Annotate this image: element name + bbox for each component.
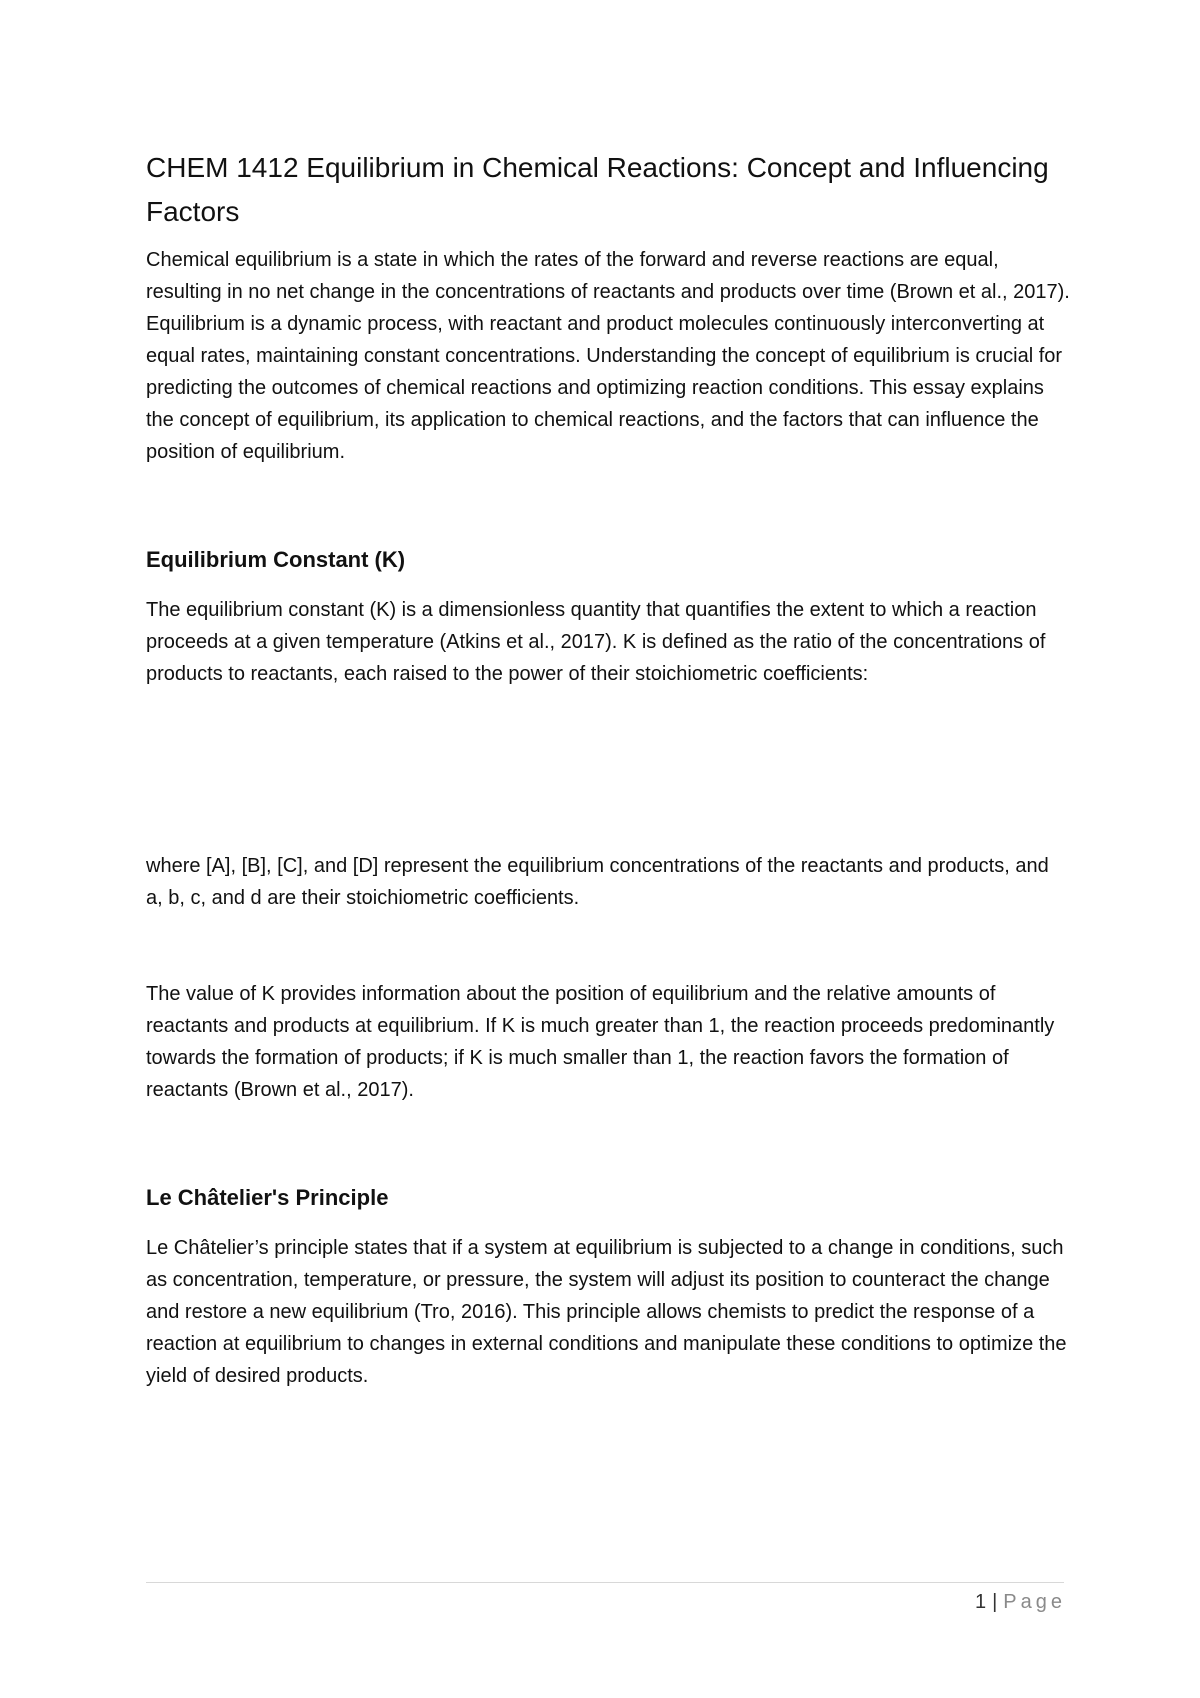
equation-placeholder [146,690,1070,850]
page-footer [975,1588,1066,1616]
document-body [146,146,1070,1392]
paragraph-k-value: The value of K provides information about the position of equilibrium and the relative amounts of reactants and products at equilibrium. If K is much greater than 1, the reaction proceeds predominantly towards the formation of products; if K is much smaller than 1, the reaction favors the formation of reactants (Brown et al., 2017). [146,983,1055,1101]
footer-divider [146,1582,1064,1583]
page-title: CHEM 1412 Equilibrium in Chemical Reactions: Concept and Influencing Factors [146,152,1049,227]
section-heading-le-chatelier: Le Châtelier's Principle [146,1185,389,1210]
page-number: 1 [974,1591,987,1613]
paragraph-where-concentrations: where [A], [B], [C], and [D] represent the equilibrium concentrations of the reactants and products, and a, b, c, and d are their stoichiometric coefficients. [146,855,1049,909]
page-separator: | [992,1591,998,1613]
paragraph-le-chatelier: Le Châtelier’s principle states that if a system at equilibrium is subjected to a change in conditions, such as concentration, temperature, or pressure, the system will adjust its position to counteract the change and restore a new equilibrium (Tro, 2016). This principle allows chemists to predict the response of a reaction at equilibrium to changes in external conditions and manipulate these conditions to optimize the yield of desired products. [146,1237,1067,1387]
page-label: Page [1003,1591,1066,1613]
intro-paragraph: Chemical equilibrium is a state in which the rates of the forward and reverse reactions are equal, resulting in no net change in the concentrations of reactants and products over time (Brown et al., 2017). Equilibrium is a dynamic process, with reactant and product molecules continuously interconverting at equal rates, maintaining constant concentrations. Understanding the concept of equilibrium is crucial for predicting the outcomes of chemical reactions and optimizing reaction conditions. This essay explains the concept of equilibrium, its application to chemical reactions, and the factors that can influence the position of equilibrium. [146,249,1070,463]
section-heading-equilibrium-constant: Equilibrium Constant (K) [146,547,406,572]
paragraph-k-definition: The equilibrium constant (K) is a dimensionless quantity that quantifies the extent to which a reaction proceeds at a given temperature (Atkins et al., 2017). K is defined as the ratio of the concentrations of products to reactants, each raised to the power of their stoichiometric coefficients: [146,599,1046,685]
